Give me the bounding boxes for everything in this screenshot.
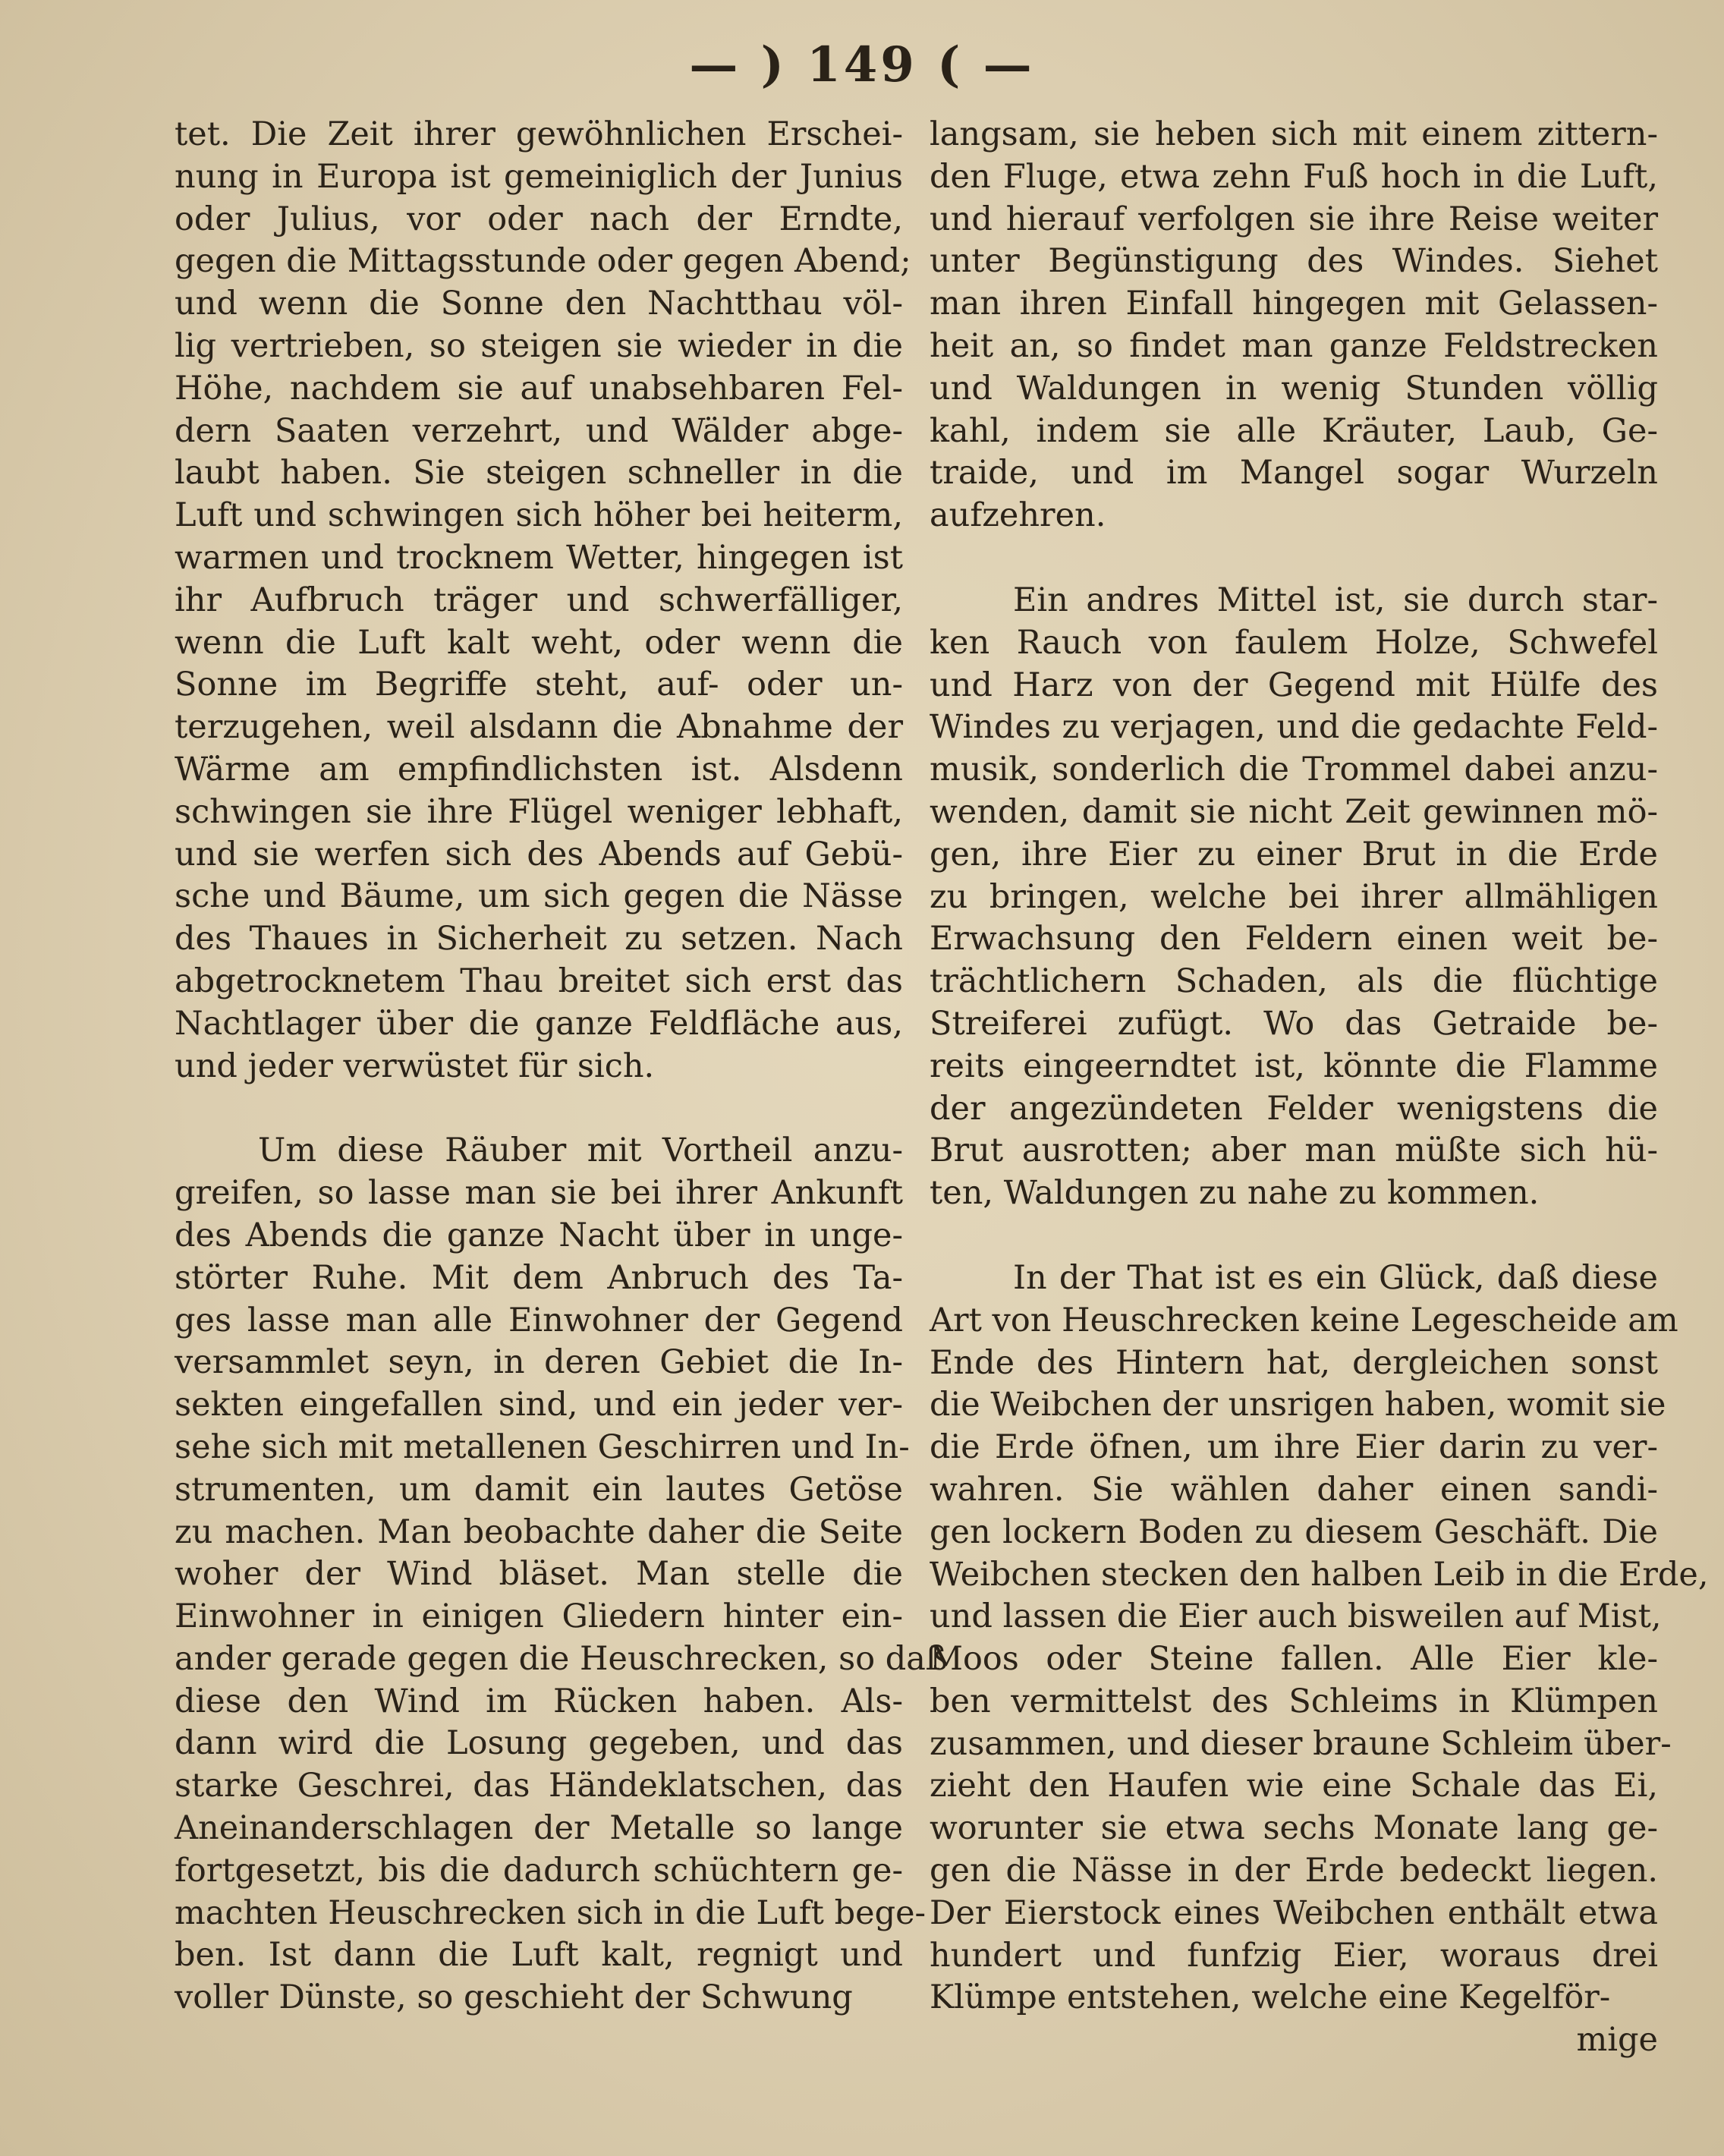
text-line: warmen und trocknem Wetter, hingegen ist [175, 538, 903, 577]
text-line: heit an, so findet man ganze Feldstrecken [930, 326, 1658, 365]
text-line: strumenten, um damit ein lautes Getöse [175, 1470, 903, 1509]
text-line: starke Geschrei, das Händeklatschen, das [175, 1767, 903, 1805]
paragraph-gap [175, 1087, 903, 1130]
text-line: dann wird die Losung gegeben, und das [175, 1724, 903, 1763]
text-line: Wärme am empfindlichsten ist. Alsdenn [175, 750, 903, 788]
text-line: und hierauf verfolgen sie ihre Reise weiter [930, 200, 1658, 238]
catchword: mige [1576, 2021, 1658, 2060]
text-line: sekten eingefallen sind, und ein jeder ver- [175, 1386, 903, 1424]
text-line: ten, Waldungen zu nahe zu kommen. [930, 1174, 1540, 1213]
text-line: Luft und schwingen sich höher bei heiterm, [175, 496, 903, 535]
text-line: dern Saaten verzehrt, und Wälder abge- [175, 411, 903, 450]
text-line: ken Rauch von faulem Holze, Schwefel [930, 623, 1658, 662]
text-line: Einwohner in einigen Gliedern hinter ein- [175, 1597, 903, 1636]
text-line: terzugehen, weil alsdann die Abnahme der [175, 708, 903, 747]
left-text-column [175, 114, 948, 2019]
text-line: aufzehren. [930, 496, 1106, 535]
text-line: und sie werfen sich des Abends auf Gebü- [175, 835, 903, 873]
text-line: trächtlichern Schaden, als die flüchtige [930, 962, 1658, 1001]
text-line: Brut ausrotten; aber man müßte sich hü- [930, 1132, 1658, 1170]
paragraph-gap [930, 537, 1658, 580]
text-line: Höhe, nachdem sie auf unabsehbaren Fel- [175, 369, 903, 408]
text-line: fortgesetzt, bis die dadurch schüchtern ge- [175, 1851, 903, 1890]
text-line: wenn die Luft kalt weht, oder wenn die [175, 623, 903, 662]
text-line: ges lasse man alle Einwohner der Gegend [175, 1301, 903, 1339]
text-line: traide, und im Mangel sogar Wurzeln [930, 454, 1658, 493]
text-line: ihr Aufbruch träger und schwerfälliger, [175, 581, 903, 619]
text-line: Sonne im Begriffe steht, auf- oder un- [175, 666, 903, 704]
text-line: des Thaues in Sicherheit zu setzen. Nach [175, 920, 903, 958]
paragraph [930, 580, 1658, 1215]
text-line: reits eingeerndtet ist, könnte die Flamme [930, 1047, 1658, 1085]
text-line: Art von Heuschrecken keine Legescheide am [930, 1301, 1678, 1339]
text-line: tet. Die Zeit ihrer gewöhnlichen Erschei- [175, 115, 903, 153]
text-line: gegen die Mittagsstunde oder gegen Abend; [175, 242, 911, 281]
text-line: voller Dünste, so geschieht der Schwung [175, 1978, 853, 2017]
paragraph [930, 114, 1658, 537]
text-line: und jeder verwüstet für sich. [175, 1047, 655, 1085]
text-line: machten Heuschrecken sich in die Luft bege- [175, 1893, 926, 1932]
text-line: Weibchen stecken den halben Leib in die Erde, [930, 1555, 1709, 1594]
text-line: Nachtlager über die ganze Feldfläche aus, [175, 1004, 903, 1043]
text-line: ben. Ist dann die Luft kalt, regnigt und [175, 1936, 903, 1975]
text-line: zu bringen, welche bei ihrer allmähligen [930, 877, 1658, 916]
text-line: die Erde öfnen, um ihre Eier darin zu ver- [930, 1428, 1658, 1467]
text-line: wenden, damit sie nicht Zeit gewinnen mö- [930, 792, 1658, 831]
paragraph [175, 114, 911, 1087]
text-line: In der That ist es ein Glück, daß diese [1013, 1258, 1658, 1297]
text-line: Aneinanderschlagen der Metalle so lange [175, 1809, 903, 1848]
text-line: laubt haben. Sie steigen schneller in die [175, 454, 903, 493]
text-line: Streiferei zufügt. Wo das Getraide be- [930, 1004, 1658, 1043]
paragraph [930, 1257, 1709, 2019]
text-line: Ein andres Mittel ist, sie durch star- [1013, 581, 1658, 619]
text-line: die Weibchen der unsrigen haben, womit sie [930, 1386, 1666, 1424]
text-line: nung in Europa ist gemeiniglich der Junius [175, 157, 903, 196]
text-line: gen, ihre Eier zu einer Brut in die Erde [930, 835, 1658, 873]
text-line: zusammen, und dieser braune Schleim über- [930, 1724, 1672, 1763]
text-line: Windes zu verjagen, und die gedachte Feld- [930, 708, 1658, 747]
text-line: Erwachsung den Feldern einen weit be- [930, 920, 1658, 958]
paragraph-gap [930, 1215, 1658, 1257]
text-line: Der Eierstock eines Weibchen enthält etwa [930, 1893, 1658, 1932]
text-line: störter Ruhe. Mit dem Anbruch des Ta- [175, 1258, 903, 1297]
text-line: diese den Wind im Rücken haben. Als- [175, 1682, 903, 1720]
page-number-header: — ) 149 ( — [689, 36, 1035, 93]
text-line: lig vertrieben, so steigen sie wieder in die [175, 326, 903, 365]
text-line: worunter sie etwa sechs Monate lang ge- [930, 1809, 1658, 1848]
text-line: hundert und funfzig Eier, woraus drei [930, 1936, 1658, 1975]
text-line: man ihren Einfall hingegen mit Gelassen- [930, 285, 1658, 323]
text-line: sche und Bäume, um sich gegen die Nässe [175, 877, 903, 916]
text-line: langsam, sie heben sich mit einem zittern- [930, 115, 1658, 153]
text-line: musik, sonderlich die Trommel dabei anzu- [930, 751, 1658, 789]
text-line: zieht den Haufen wie eine Schale das Ei, [930, 1767, 1658, 1805]
text-line: des Abends die ganze Nacht über in unge- [175, 1216, 903, 1254]
text-line: zu machen. Man beobachte daher die Seite [175, 1512, 903, 1551]
text-line: versammlet seyn, in deren Gebiet die In- [175, 1343, 903, 1382]
text-line: und Harz von der Gegend mit Hülfe des [930, 666, 1658, 704]
right-text-column [930, 114, 1709, 2062]
text-line: und Waldungen in wenig Stunden völlig [930, 369, 1658, 408]
text-line: oder Julius, vor oder nach der Erndte, [175, 200, 903, 238]
text-line: Um diese Räuber mit Vortheil anzu- [258, 1132, 903, 1170]
text-line: unter Begünstigung des Windes. Siehet [930, 242, 1658, 281]
text-line: sehe sich mit metallenen Geschirren und In- [175, 1427, 910, 1466]
text-line: Klümpe entstehen, welche eine Kegelför- [930, 1978, 1611, 2017]
text-line: kahl, indem sie alle Kräuter, Laub, Ge- [930, 411, 1658, 450]
text-line: ben vermittelst des Schleims in Klümpen [930, 1682, 1658, 1720]
text-line: schwingen sie ihre Flügel weniger lebhaft, [175, 792, 903, 831]
text-line: abgetrocknetem Thau breitet sich erst das [175, 962, 903, 1000]
text-line: gen lockern Boden zu diesem Geschäft. Die [930, 1512, 1658, 1551]
text-line: der angezündeten Felder wenigstens die [930, 1089, 1658, 1128]
text-line: wahren. Sie wählen daher einen sandi- [930, 1470, 1658, 1509]
text-line: greifen, so lasse man sie bei ihrer Ankunft [175, 1174, 903, 1213]
text-line: woher der Wind bläset. Man stelle die [175, 1555, 903, 1594]
text-line: gen die Nässe in der Erde bedeckt liegen. [930, 1852, 1658, 1890]
text-line: und lassen die Eier auch bisweilen auf Mist, [930, 1597, 1662, 1636]
text-line: und wenn die Sonne den Nachtthau völ- [175, 285, 903, 323]
text-line: ander gerade gegen die Heuschrecken, so daß [175, 1639, 948, 1678]
paragraph [175, 1130, 948, 2019]
text-line: den Fluge, etwa zehn Fuß hoch in die Luft, [930, 157, 1658, 196]
text-line: Ende des Hintern hat, dergleichen sonst [930, 1343, 1658, 1382]
text-line: Moos oder Steine fallen. Alle Eier kle- [930, 1640, 1658, 1679]
